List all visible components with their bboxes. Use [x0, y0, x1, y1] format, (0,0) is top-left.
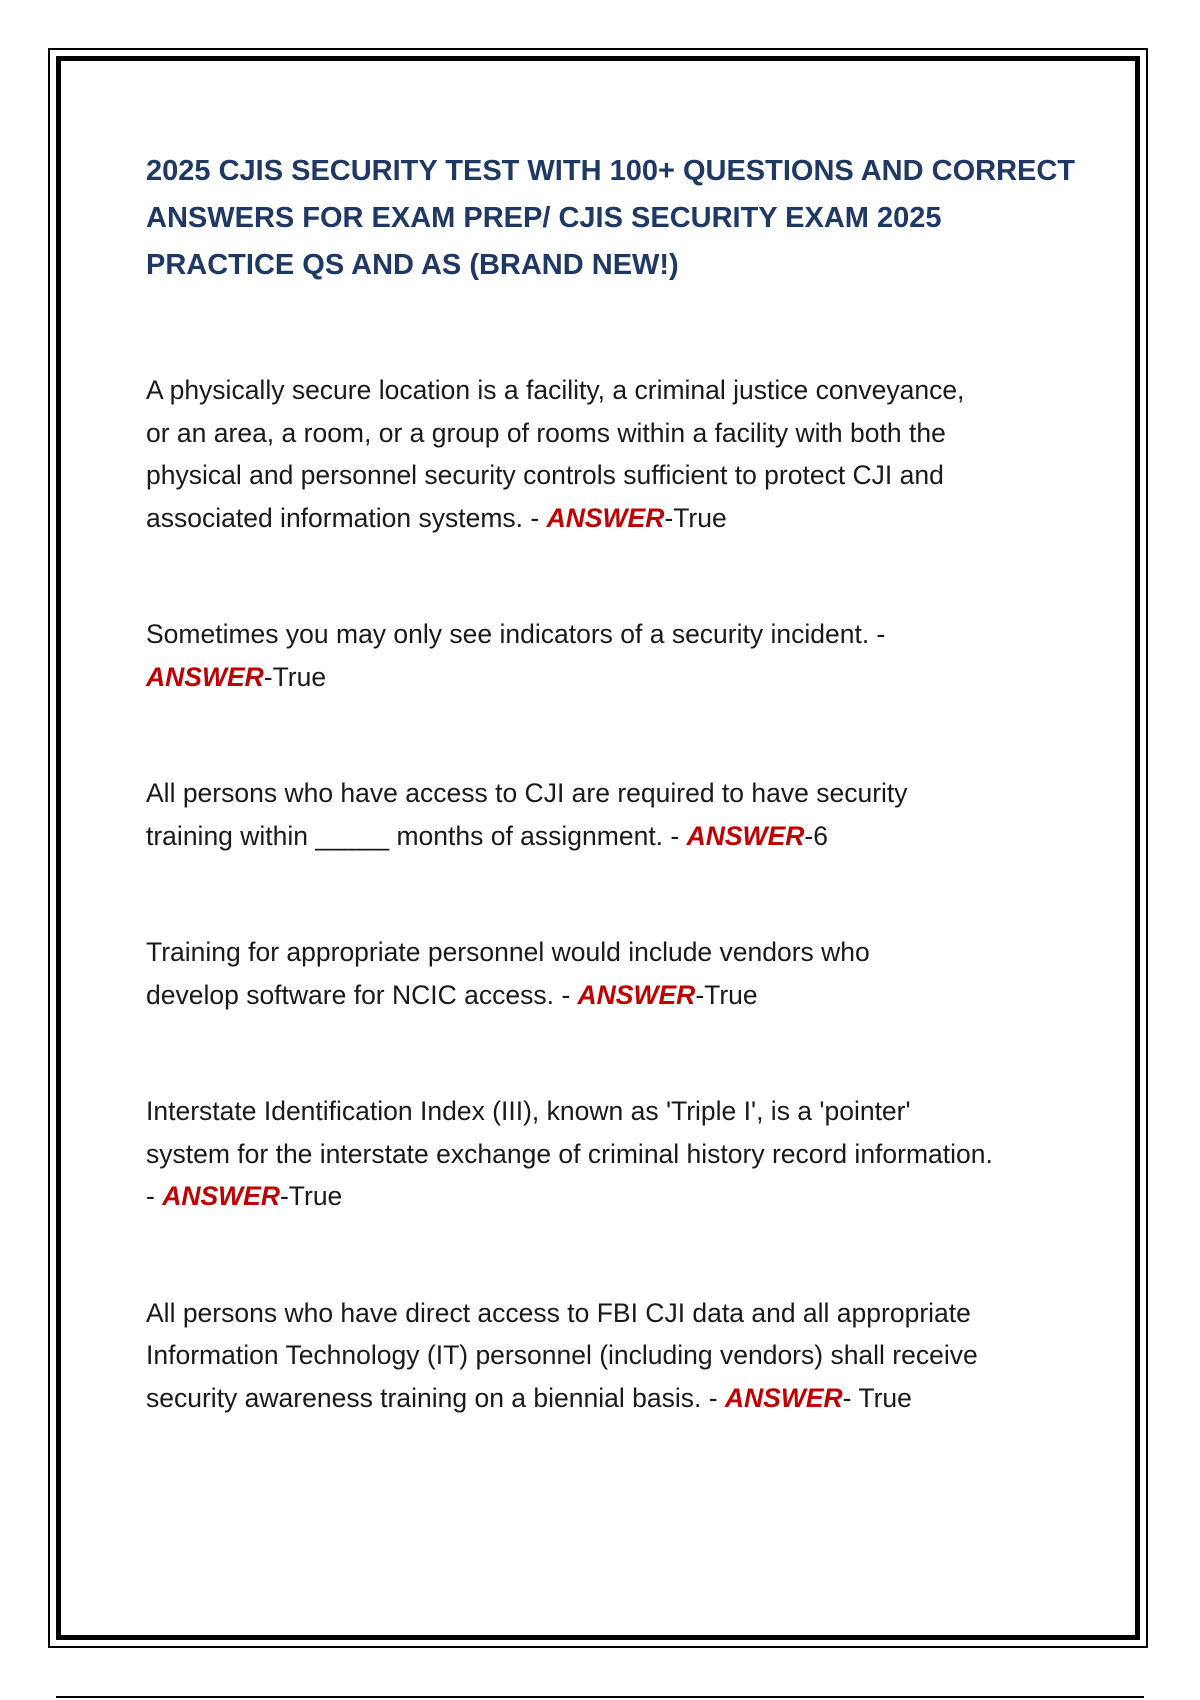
answer-value: -True	[263, 661, 327, 692]
qa-item	[146, 931, 966, 1016]
question-text: Sometimes you may only see indicators of a security incident. -	[146, 619, 886, 649]
answer-label: ANSWER	[577, 979, 696, 1010]
question-text: A physically secure location is a facility, a criminal justice conveyance, or an area, a room, or a group of rooms within a facility with both the physical and personnel security controls sufficient to protect CJI and associated information systems. -	[146, 375, 965, 533]
qa-item	[146, 613, 926, 698]
document-content	[146, 148, 1076, 1493]
answer-label: ANSWER	[686, 820, 805, 851]
document-title: 2025 CJIS SECURITY TEST WITH 100+ QUESTIONS AND CORRECT ANSWERS FOR EXAM PREP/ CJIS SECURITY EXAM 2025 PRACTICE QS AND AS (BRAND NEW!)	[146, 155, 1076, 281]
answer-label: ANSWER	[546, 502, 665, 533]
page-bottom-rule	[56, 1696, 1144, 1698]
answer-value: -True	[279, 1181, 343, 1211]
answer-label: ANSWER	[162, 1181, 280, 1211]
question-text: Interstate Identification Index (III), known as 'Triple I', is a 'pointer' system for the interstate exchange of criminal history record information. -	[146, 1096, 993, 1211]
qa-list	[146, 369, 1076, 1419]
answer-label: ANSWER	[724, 1382, 843, 1413]
answer-value: -True	[695, 979, 758, 1010]
answer-value: -True	[664, 502, 727, 533]
question-text: All persons who have direct access to FBI CJI data and all appropriate Information Technology (IT) personnel (including vendors) shall receive security awareness training on a biennial basis. -	[146, 1297, 978, 1413]
qa-item	[146, 369, 986, 539]
answer-value: - True	[842, 1382, 912, 1413]
qa-item	[146, 1292, 1006, 1420]
question-text: Training for appropriate personnel would include vendors who develop software for NCIC access. -	[146, 937, 870, 1010]
answer-value: -6	[804, 820, 828, 851]
question-text: All persons who have access to CJI are required to have security training within _____ months of assignment. -	[146, 778, 908, 851]
qa-item	[146, 1090, 996, 1218]
answer-label: ANSWER	[146, 661, 264, 692]
qa-item	[146, 772, 956, 857]
